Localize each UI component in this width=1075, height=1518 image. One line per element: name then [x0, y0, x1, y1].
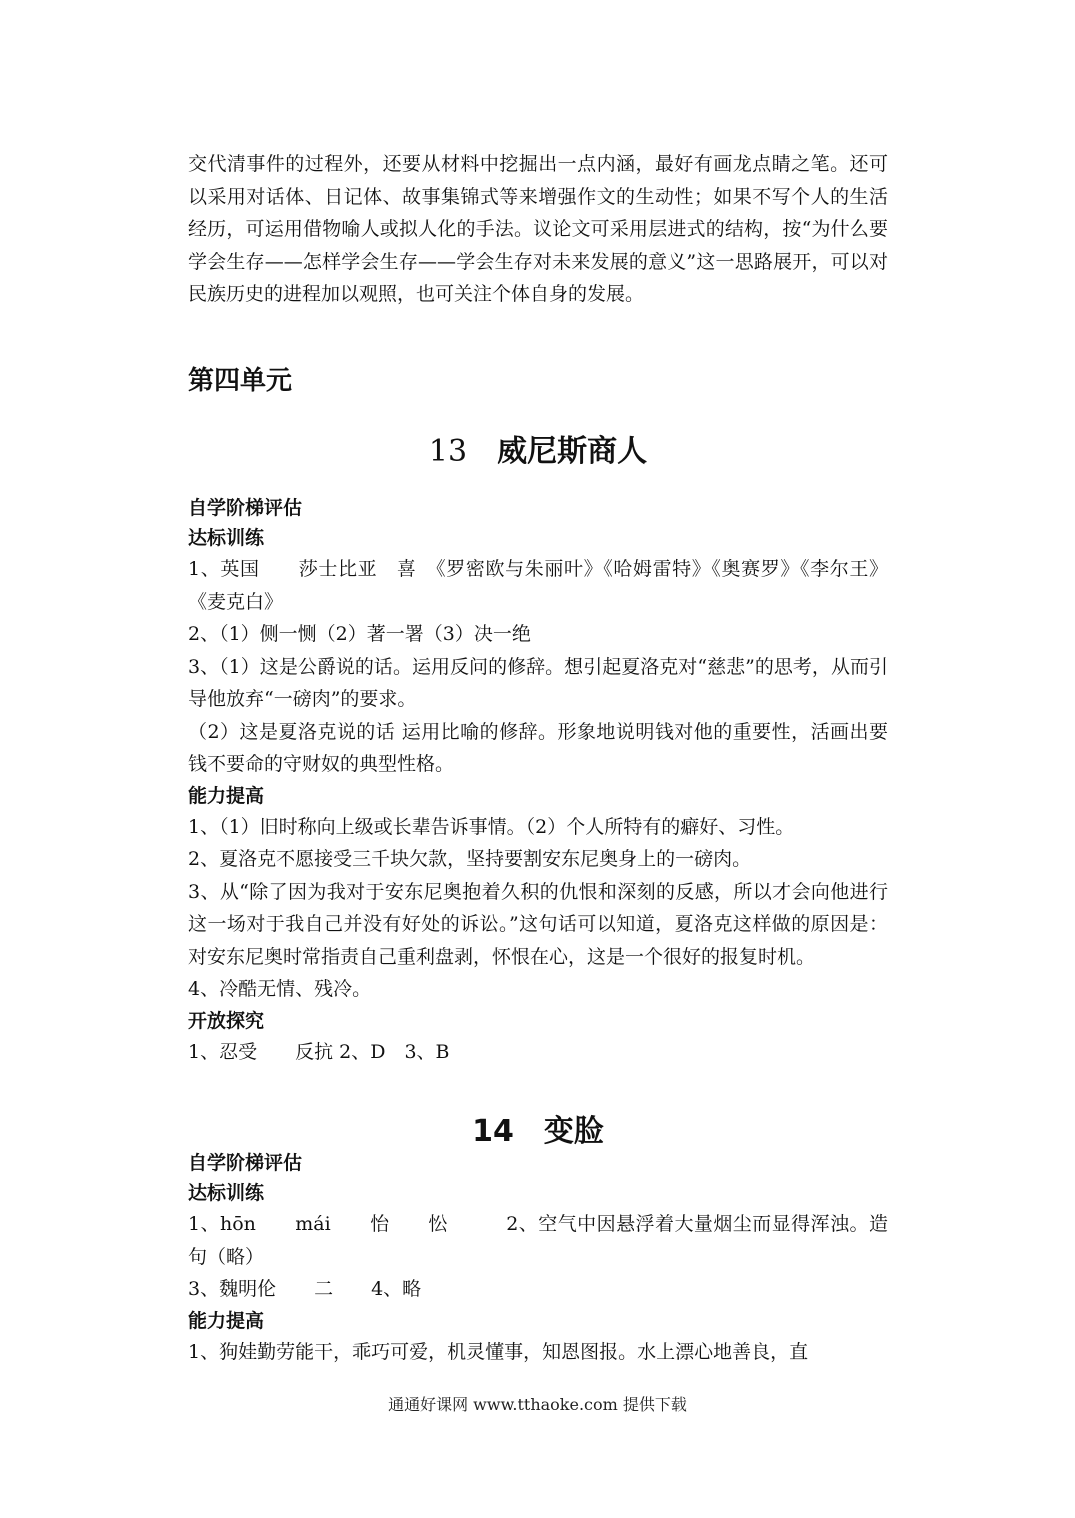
unit-title: 第四单元	[188, 366, 293, 396]
lesson13-train-item: （2）这是夏洛克说的话 运用比喻的修辞。形象地说明钱对他的重要性，活画出要钱不要命的守财奴的典型性格。	[188, 720, 888, 775]
lesson13-title-text: 威尼斯商人	[497, 434, 648, 469]
lesson13-heading-train: 达标训练	[188, 527, 265, 549]
lesson13-train-item: 1、英国 莎士比亚 喜 《罗密欧与朱丽叶》《哈姆雷特》《奥赛罗》《李尔王》《麦克白》	[188, 558, 888, 613]
lesson14-number: 14	[472, 1114, 514, 1149]
lesson13-title	[188, 426, 888, 470]
lesson14-title-text: 变脸	[543, 1114, 604, 1149]
lesson14-train-item: 1、hōn mái 怡 忪 2、空气中因悬浮着大量烟尘而显得浑浊。造句（略）	[188, 1213, 888, 1268]
lesson14-content	[188, 1148, 888, 1368]
lesson14-title	[188, 1106, 888, 1150]
lesson13-content	[188, 493, 888, 1068]
intro-paragraph: 交代清事件的过程外，还要从材料中挖掘出一点内涵，最好有画龙点睛之笔。还可以采用对话体、日记体、故事集锦式等来增强作文的生动性；如果不写个人的生活经历，可运用借物喻人或拟人化的手法。议论文可采用层进式的结构，按“为什么要学会生存——怎样学会生存——学会生存对未来发展的意义”这一思路展开，可以对民族历史的进程加以观照，也可关注个体自身的发展。	[188, 153, 888, 305]
lesson13-ability-item: 1、（1）旧时称向上级或长辈告诉事情。（2）个人所特有的癖好、习性。	[188, 815, 795, 838]
page-footer: 通通好课网 www.tthaoke.com 提供下载	[388, 1395, 687, 1414]
lesson14-heading-train: 达标训练	[188, 1182, 265, 1204]
lesson13-ability-item: 4、冷酷无情、残冷。	[188, 978, 372, 1000]
lesson14-heading-self: 自学阶梯评估	[188, 1152, 303, 1174]
lesson13-ability-item: 2、夏洛克不愿接受三千块欠款，坚持要割安东尼奥身上的一磅肉。	[188, 848, 752, 870]
lesson13-open-item: 1、忍受 反抗 2、D 3、B	[188, 1040, 450, 1063]
lesson13-train-item: 2、（1）侧一恻（2）著一署（3）决一绝	[188, 623, 531, 645]
lesson13-heading-ability: 能力提高	[188, 784, 265, 807]
lesson13-train-item: 3、（1）这是公爵说的话。运用反问的修辞。想引起夏洛克对“慈悲”的思考，从而引导他放弃“一磅肉”的要求。	[188, 655, 888, 710]
lesson13-heading-open: 开放探究	[188, 1009, 265, 1032]
document-page	[188, 148, 888, 1363]
lesson14-heading-ability: 能力提高	[188, 1309, 265, 1332]
lesson13-ability-item: 3、从“除了因为我对于安东尼奥抱着久积的仇恨和深刻的反感，所以才会向他进行这一场对于我自己并没有好处的诉讼。”这句话可以知道，夏洛克这样做的原因是：对安东尼奥时常指责自己重利盘剥，怀恨在心，这是一个很好的报复时机。	[188, 880, 888, 968]
lesson13-heading-self: 自学阶梯评估	[188, 497, 303, 519]
lesson14-ability-item: 1、狗娃勤劳能干，乖巧可爱，机灵懂事，知恩图报。水上漂心地善良，直	[188, 1340, 809, 1363]
lesson13-number: 13	[428, 434, 468, 469]
lesson14-train-item: 3、魏明伦 二 4、略	[188, 1278, 422, 1300]
